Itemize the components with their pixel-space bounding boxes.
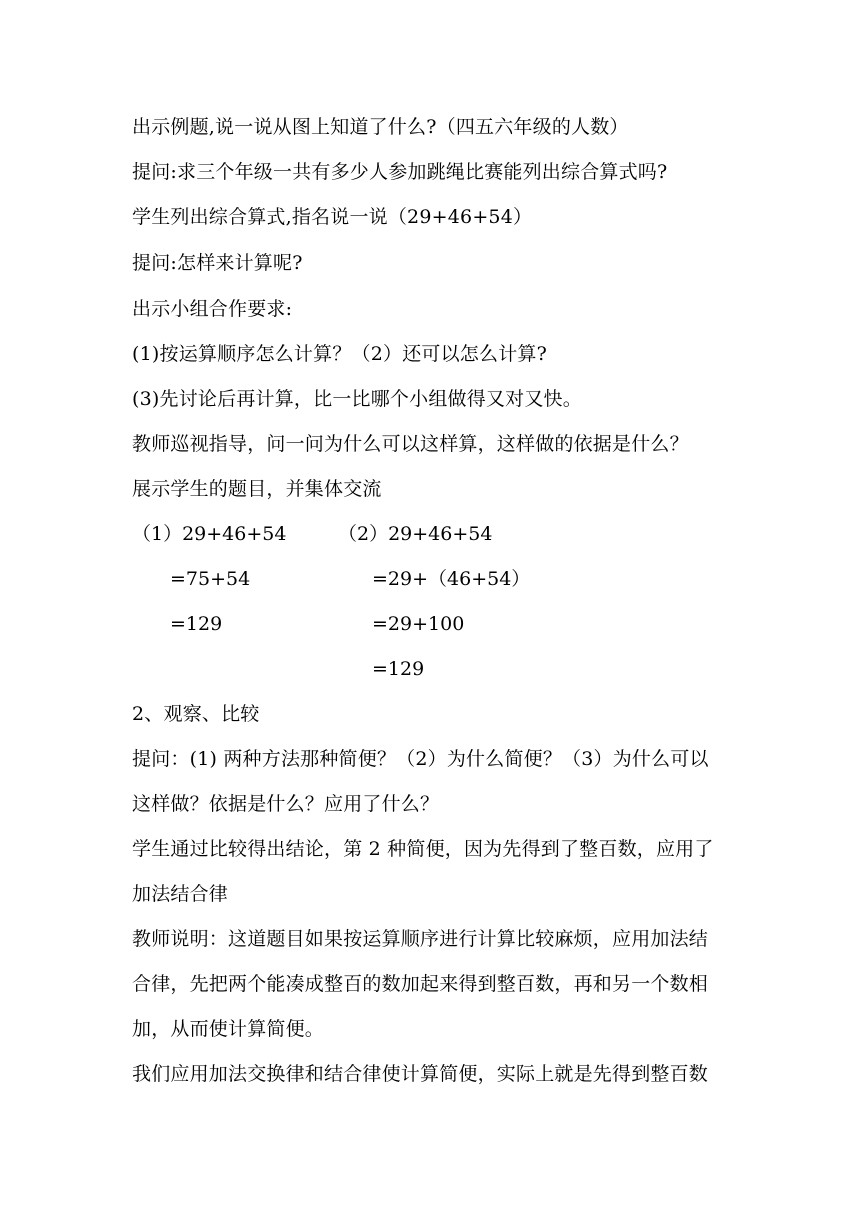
text-line-5: 出示小组合作要求: — [132, 298, 293, 320]
text-line-12: 学生通过比较得出结论，第 2 种简便，因为先得到了整百数，应用了 — [132, 838, 714, 860]
method2-step-3: =129 — [372, 658, 425, 680]
text-line-14: 教师说明：这道题目如果按运算顺序进行计算比较麻烦，应用加法结 — [132, 928, 709, 950]
text-line-16: 加，从而使计算简便。 — [132, 1018, 325, 1040]
method1-expression: （1）29+46+54 — [132, 523, 287, 545]
section-heading: 2、观察、比较 — [132, 703, 260, 725]
text-line-17: 我们应用加法交换律和结合律使计算简便，实际上就是先得到整百数 — [132, 1063, 709, 1085]
method2-step-1: =29+（46+54） — [372, 568, 531, 590]
method2-expression: （2）29+46+54 — [338, 523, 493, 545]
text-line-8: 教师巡视指导，问一问为什么可以这样算，这样做的依据是什么？ — [132, 433, 689, 455]
method2-step-2: =29+100 — [372, 613, 465, 635]
text-line-6: (1)按运算顺序怎么计算？（2）还可以怎么计算? — [132, 343, 547, 365]
text-line-2: 提问:求三个年级一共有多少人参加跳绳比赛能列出综合算式吗? — [132, 161, 668, 183]
method1-step-2: =129 — [170, 613, 223, 635]
text-line-4: 提问:怎样来计算呢? — [132, 252, 303, 274]
text-line-13: 加法结合律 — [132, 883, 229, 905]
text-line-1: 出示例题,说一说从图上知道了什么?（四五六年级的人数） — [132, 116, 629, 138]
text-line-10: 提问：(1) 两种方法那种简便？（2）为什么简便？（3）为什么可以 — [132, 748, 709, 770]
text-line-3: 学生列出综合算式,指名说一说（29+46+54） — [132, 206, 533, 228]
method1-step-1: =75+54 — [170, 568, 251, 590]
text-line-9: 展示学生的题目，并集体交流 — [132, 478, 382, 500]
text-line-11: 这样做？依据是什么？应用了什么？ — [132, 793, 440, 815]
text-line-15: 合律，先把两个能凑成整百的数加起来得到整百数，再和另一个数相 — [132, 973, 709, 995]
text-line-7: (3)先讨论后再计算，比一比哪个小组做得又对又快。 — [132, 388, 582, 410]
